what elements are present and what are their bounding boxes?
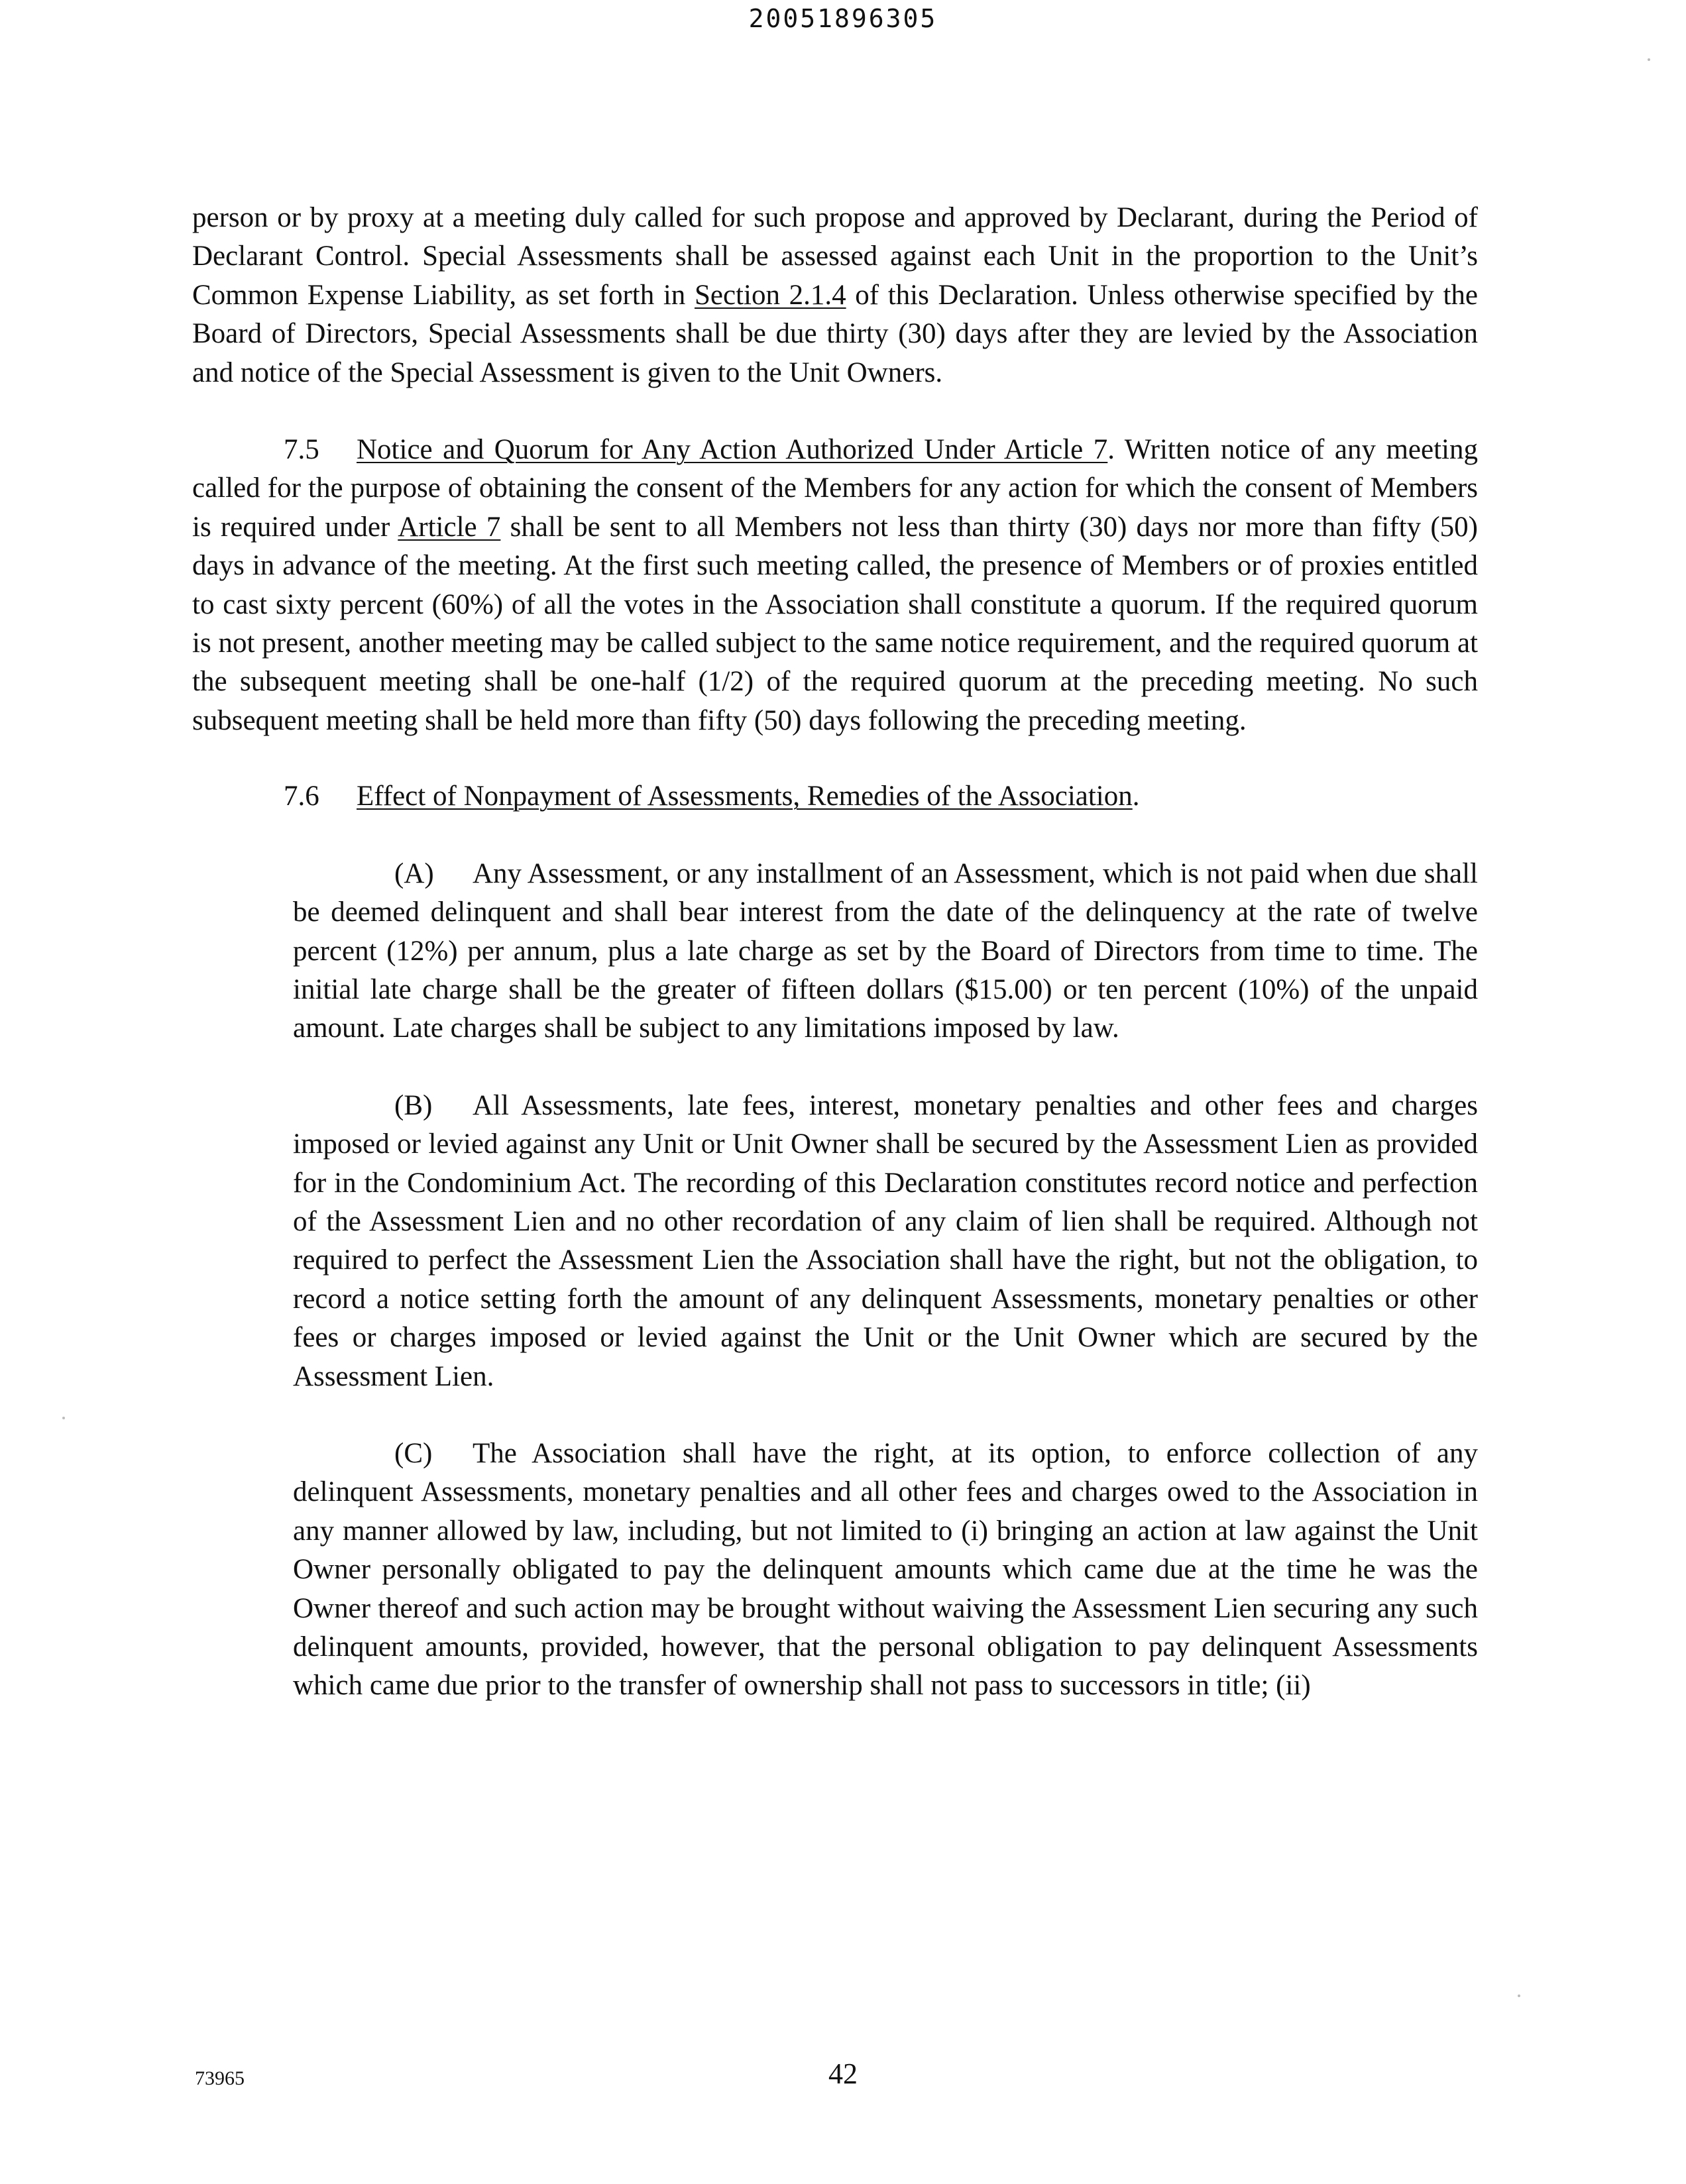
subsection-b-paragraph	[293, 1087, 1478, 1396]
subsection-a-paragraph	[293, 855, 1478, 1048]
continuation-text: person or by proxy at a meeting duly called for such propose and approved by Declarant, during the Period of Declarant Control. Special Assessments shall be assessed against each Unit in the proportion to the Unit’s Common Expense Liability, as set forth in	[192, 202, 1478, 311]
section-7-5-paragraph	[192, 431, 1478, 740]
subsection-tag: (C)	[394, 1437, 433, 1469]
footer-file-number: 73965	[195, 2067, 245, 2089]
section-title: Notice and Quorum for Any Action Authorized Under Article 7	[357, 434, 1108, 466]
section-7-6-heading	[192, 777, 1478, 816]
scan-speck	[1518, 1994, 1520, 1997]
document-number: 20051896305	[748, 4, 938, 33]
subsection-tag: (A)	[394, 857, 434, 889]
section-text-continued: shall be sent to all Members not less than thirty (30) days nor more than fifty (50) days in advance of the meeting. At the first such meeting called, the presence of Members or of proxies entitled to cast sixty percent (60%) of all the votes in the Association shall constitute a quorum. If the required quorum is not present, another meeting may be called subject to the same notice requirement, and the required quorum at the subsequent meeting shall be one-half (1/2) of the required quorum at the preceding meeting. No such subsequent meeting shall be held more than fifty (50) days following the preceding meeting.	[192, 511, 1478, 736]
scan-speck	[62, 1417, 65, 1419]
subsection-text: Any Assessment, or any installment of an Assessment, which is not paid when due shall be deemed delinquent and shall bear interest from the date of the delinquency at the rate of twelve percent (12%) per annum, plus a late charge as set by the Board of Directors from time to time. The initial late charge shall be the greater of fifteen dollars ($15.00) or ten percent (10%) of the unpaid amount. Late charges shall be subject to any limitations imposed by law.	[293, 857, 1478, 1044]
section-number: 7.6	[284, 781, 319, 812]
document-body	[192, 199, 1478, 1706]
page-number: 42	[828, 2057, 858, 2090]
article-reference: Article 7	[398, 511, 501, 543]
subsection-text: All Assessments, late fees, interest, monetary penalties and other fees and charges imposed or levied against any Unit or Unit Owner shall be secured by the Assessment Lien as provided for in the Condominium Act. The recording of this Declaration constitutes record notice and perfection of the Assessment Lien and no other recordation of any claim of lien shall be required. Although not required to perfect the Assessment Lien the Association shall have the right, but not the obligation, to record a notice setting forth the amount of any delinquent Assessments, monetary penalties or other fees or charges imposed or levied against the Unit or the Unit Owner which are secured by the Assessment Lien.	[293, 1089, 1478, 1392]
section-number: 7.5	[284, 434, 319, 466]
scan-speck	[1648, 58, 1650, 61]
continuation-paragraph	[192, 199, 1478, 392]
section-title: Effect of Nonpayment of Assessments, Remedies of the Association	[357, 781, 1133, 812]
section-title-end: .	[1132, 781, 1140, 812]
subsection-tag: (B)	[394, 1089, 433, 1121]
subsection-c-paragraph	[293, 1435, 1478, 1706]
subsection-text: The Association shall have the right, at its option, to enforce collection of any delinquent Assessments, monetary penalties and all other fees and charges owed to the Association in any manner allowed by law, including, but not limited to (i) bringing an action at law against the Unit Owner personally obligated to pay the delinquent amounts which came due at the time he was the Owner thereof and such action may be brought without waiving the Assessment Lien securing any such delinquent amounts, provided, however, that the personal obligation to pay delinquent Assessments which came due prior to the transfer of ownership shall not pass to successors in title; (ii)	[293, 1437, 1478, 1702]
continuation-text-end: of this Declaration. Unless otherwise specified by the Board of Directors, Special Assessments shall be due thirty (30) days after they are levied by the Association and notice of the Special Assessment is given to the Unit Owners.	[192, 279, 1479, 388]
section-text: . Written notice of any meeting called for the purpose of obtaining the consent of the Members for any action for which the consent of Members is required under	[192, 434, 1478, 543]
section-reference-link: Section 2.1.4	[694, 279, 846, 311]
